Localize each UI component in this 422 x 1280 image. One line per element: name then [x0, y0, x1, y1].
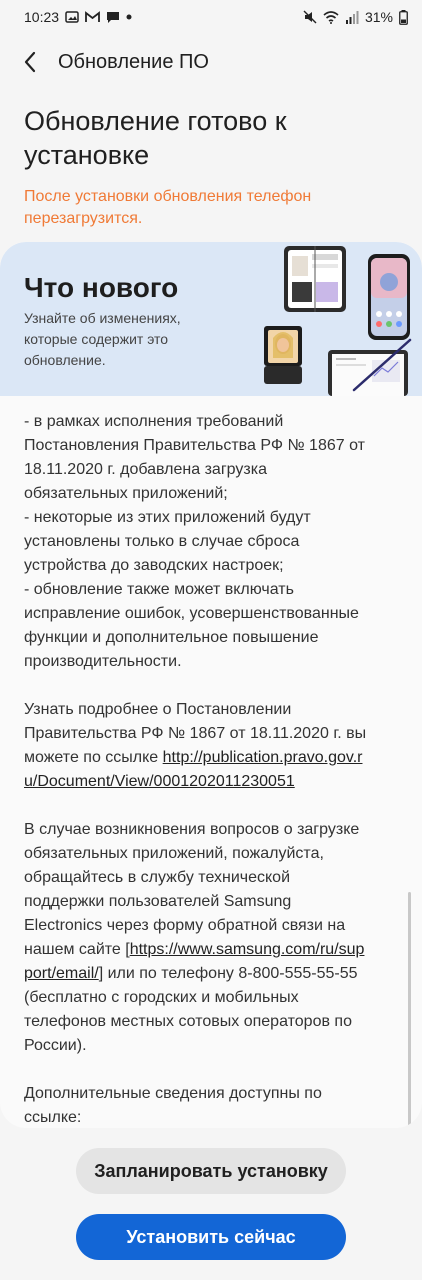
devices-illustration	[262, 242, 422, 396]
release-notes-more: Дополнительные сведения доступны по ссылке:	[24, 1085, 322, 1126]
install-now-button[interactable]: Установить сейчас	[76, 1214, 346, 1260]
whats-new-title: Что нового	[24, 272, 179, 303]
battery-percent: 31%	[364, 9, 393, 25]
messages-icon	[106, 10, 120, 24]
gallery-icon	[65, 10, 79, 24]
decree-text: Узнать подробнее о Постановлении Правительства РФ № 1867 от 18.11.2020 г. вы можете по ссылке	[24, 701, 367, 766]
whats-new-subtitle: Узнайте об изменениях, которые содержит это обновление.	[24, 310, 181, 368]
support-link[interactable]: https://www.samsung.com/ru/support/email/	[24, 941, 365, 982]
signal-icon	[345, 11, 359, 24]
support-phone-text: ] или по телефону 8-800-555-55-55 (бесплатно с городских и мобильных телефонов местных сотовых операторов по России).	[24, 965, 358, 1054]
schedule-install-button[interactable]: Запланировать установку	[76, 1148, 346, 1194]
release-notes-decree	[24, 698, 370, 794]
battery-icon	[399, 10, 408, 25]
back-button[interactable]	[10, 42, 50, 82]
update-details-card[interactable]	[0, 242, 422, 1128]
scrollbar[interactable]	[408, 892, 411, 1128]
release-notes-changes: - в рамках исполнения требований Постановления Правительства РФ № 1867 от 18.11.2020 г. добавлена загрузка обязательных приложений; - некоторые из этих приложений будут установлены только в случае сброса устройства до заводских настроек; - обновление также может включать исправление ошибок, усовершенствованные функции и дополнительное повышение производительности.	[24, 413, 365, 670]
page-title: Обновление готово к установке	[24, 106, 287, 170]
support-text: В случае возникновения вопросов о загрузке обязательных приложений, пожалуйста, обращайтесь в службу технической поддержки пользователей Samsung Electronics через форму обратной связи на нашем сайте [	[24, 821, 360, 958]
app-bar	[0, 40, 422, 84]
chevron-left-icon	[23, 51, 37, 73]
dot-icon	[126, 14, 132, 20]
release-notes-support	[24, 818, 370, 1058]
status-bar-right	[303, 9, 408, 25]
wifi-icon	[323, 11, 339, 24]
app-bar-title: Обновление ПО	[58, 50, 209, 73]
decree-link[interactable]: http://publication.pravo.gov.ru/Document/View/0001202011230051	[24, 749, 363, 790]
release-notes	[24, 410, 370, 1128]
gmail-icon	[85, 11, 100, 23]
reboot-warning: После установки обновления телефон перезагрузится.	[24, 188, 312, 227]
mute-icon	[303, 10, 317, 24]
status-bar	[0, 0, 422, 34]
whats-new-banner	[0, 242, 422, 396]
status-time: 10:23	[24, 9, 60, 25]
status-bar-left	[24, 9, 132, 25]
